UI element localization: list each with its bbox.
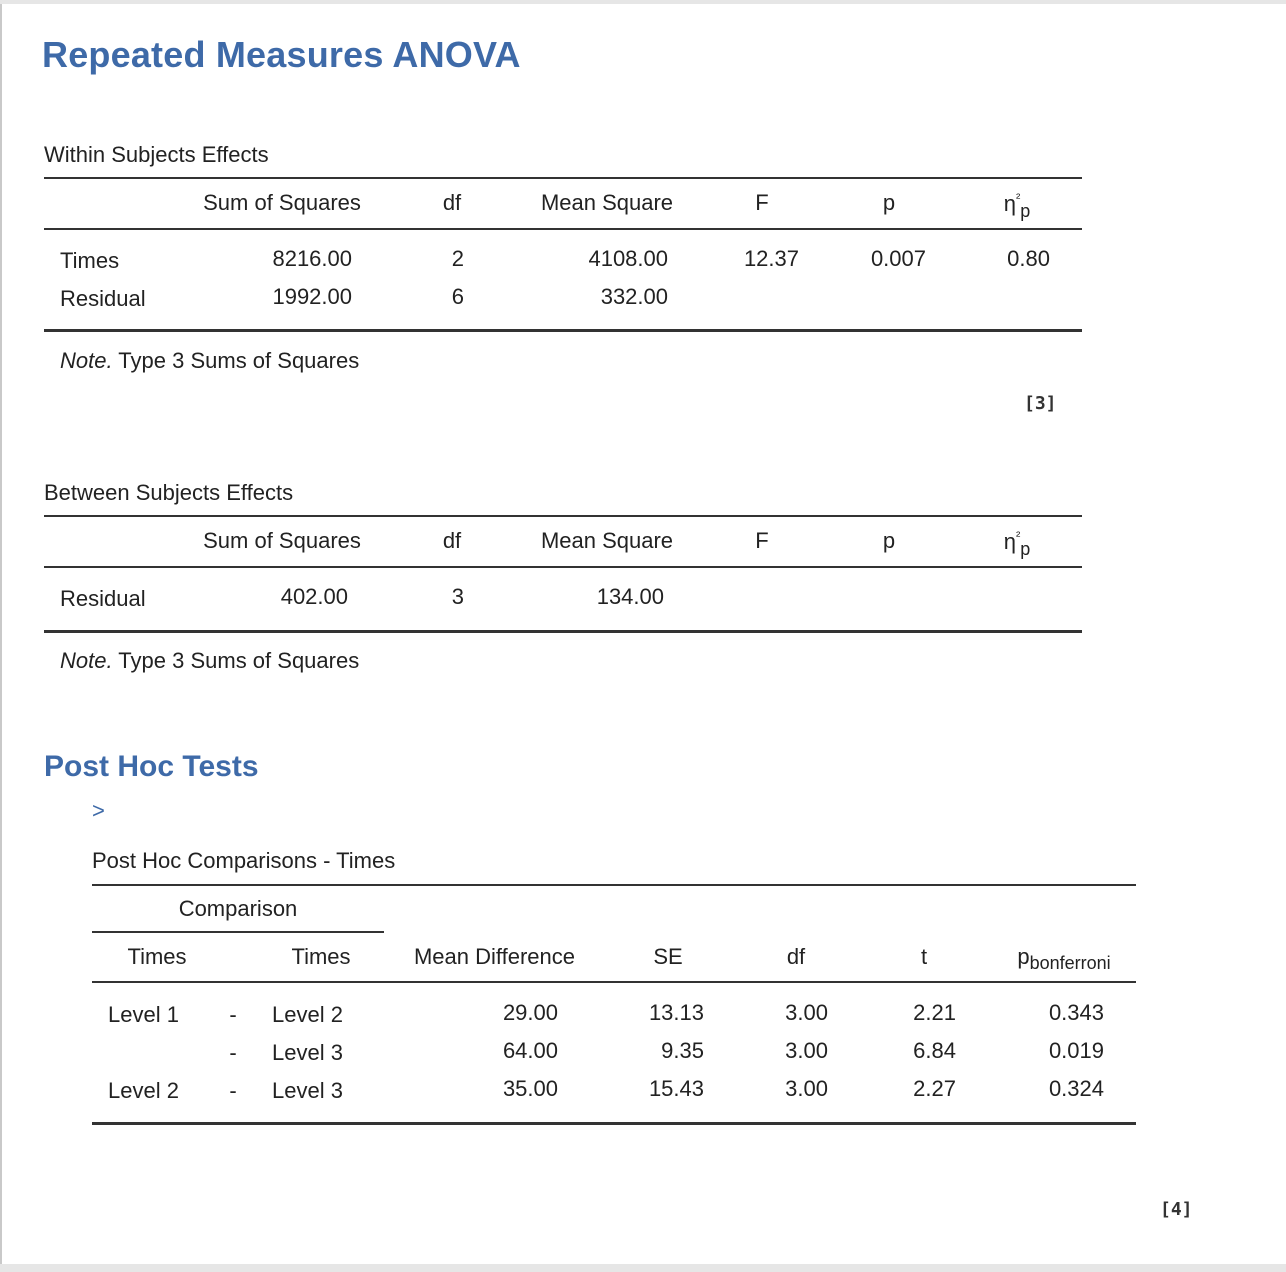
posthoc-header-se: SE xyxy=(653,944,683,969)
within-row-df: 2 xyxy=(451,246,464,271)
posthoc-header-times-2: Times xyxy=(291,944,351,969)
between-header-f: F xyxy=(755,528,769,553)
within-header-ms: Mean Square xyxy=(540,190,674,215)
between-header-df: df xyxy=(442,528,462,553)
within-header-f: F xyxy=(755,190,769,215)
posthoc-row-md: 29.00 xyxy=(502,1000,558,1025)
within-row-ms: 332.00 xyxy=(600,284,668,309)
within-row-df: 6 xyxy=(451,284,464,309)
posthoc-row-p: 0.343 xyxy=(1048,1000,1104,1025)
posthoc-row-md: 35.00 xyxy=(502,1076,558,1101)
posthoc-table-ref: [4] xyxy=(1160,1199,1193,1220)
posthoc-row-df: 3.00 xyxy=(785,1076,828,1101)
posthoc-row-t: 2.27 xyxy=(913,1076,956,1101)
posthoc-row-se: 13.13 xyxy=(648,1000,704,1025)
posthoc-group-rule xyxy=(92,931,384,933)
posthoc-row-t: 6.84 xyxy=(913,1038,956,1063)
posthoc-table-bottom-rule xyxy=(92,1122,1136,1125)
posthoc-row-dash: - xyxy=(229,1040,237,1065)
posthoc-row-a: Level 1 xyxy=(108,1002,179,1027)
posthoc-expand-chevron-icon[interactable]: > xyxy=(92,798,105,823)
between-table-top-rule xyxy=(44,515,1082,517)
posthoc-row-md: 64.00 xyxy=(502,1038,558,1063)
posthoc-table-top-rule xyxy=(92,884,1136,886)
posthoc-row-b: Level 2 xyxy=(272,1002,343,1027)
within-row-ss: 1992.00 xyxy=(272,284,352,309)
within-table-top-rule xyxy=(44,177,1082,179)
within-row-p: 0.007 xyxy=(870,246,926,271)
posthoc-row-se: 15.43 xyxy=(648,1076,704,1101)
posthoc-row-t: 2.21 xyxy=(913,1000,956,1025)
within-table-caption: Within Subjects Effects xyxy=(44,142,269,167)
posthoc-header-p-bonferroni: $p_{bonferroni}$ xyxy=(1017,944,1111,973)
posthoc-row-df: 3.00 xyxy=(785,1000,828,1025)
posthoc-row-b: Level 3 xyxy=(272,1078,343,1103)
within-row-ss: 8216.00 xyxy=(272,246,352,271)
between-header-eta: $\eta^{^2}_p$ xyxy=(1003,528,1031,559)
within-header-eta: $\eta^{^2}_p$ xyxy=(1003,190,1031,221)
between-table-bottom-rule xyxy=(44,630,1082,633)
posthoc-group-header: Comparison xyxy=(178,896,298,921)
within-header-rule xyxy=(44,228,1082,230)
within-row-ms: 4108.00 xyxy=(588,246,668,271)
within-header-p: p xyxy=(882,190,896,215)
posthoc-title: Post Hoc Tests xyxy=(44,750,259,783)
between-row-ms: 134.00 xyxy=(596,584,664,609)
posthoc-row-se: 9.35 xyxy=(661,1038,704,1063)
posthoc-row-df: 3.00 xyxy=(785,1038,828,1063)
within-header-ss: Sum of Squares xyxy=(203,190,361,215)
posthoc-row-p: 0.019 xyxy=(1048,1038,1104,1063)
within-row-name: Residual xyxy=(60,286,146,311)
within-table-bottom-rule xyxy=(44,329,1082,332)
posthoc-row-b: Level 3 xyxy=(272,1040,343,1065)
page-title: Repeated Measures ANOVA xyxy=(42,34,521,75)
between-table-note: Note. Type 3 Sums of Squares xyxy=(60,648,360,673)
between-header-p: p xyxy=(882,528,896,553)
posthoc-row-p: 0.324 xyxy=(1048,1076,1104,1101)
between-row-df: 3 xyxy=(451,584,464,609)
between-header-ms: Mean Square xyxy=(540,528,674,553)
within-row-eta: 0.80 xyxy=(1007,246,1050,271)
within-row-f: 12.37 xyxy=(743,246,799,271)
within-table-note: Note. Type 3 Sums of Squares xyxy=(60,348,360,373)
posthoc-row-a: Level 2 xyxy=(108,1078,179,1103)
between-header-ss: Sum of Squares xyxy=(203,528,361,553)
between-row-name: Residual xyxy=(60,586,146,611)
posthoc-table-caption: Post Hoc Comparisons - Times xyxy=(92,848,396,873)
posthoc-header-df: df xyxy=(786,944,806,969)
posthoc-header-mean-diff: Mean Difference xyxy=(413,944,575,969)
within-header-df: df xyxy=(442,190,462,215)
between-table-caption: Between Subjects Effects xyxy=(44,480,294,505)
between-row-ss: 402.00 xyxy=(280,584,348,609)
results-panel xyxy=(0,4,1286,1264)
posthoc-header-t: t xyxy=(920,944,928,969)
posthoc-header-rule xyxy=(92,981,1136,983)
posthoc-row-dash: - xyxy=(229,1078,237,1103)
posthoc-header-times-1: Times xyxy=(127,944,187,969)
posthoc-row-dash: - xyxy=(229,1002,237,1027)
between-header-rule xyxy=(44,566,1082,568)
within-table-ref: [3] xyxy=(1024,393,1057,414)
within-row-name: Times xyxy=(60,248,120,273)
